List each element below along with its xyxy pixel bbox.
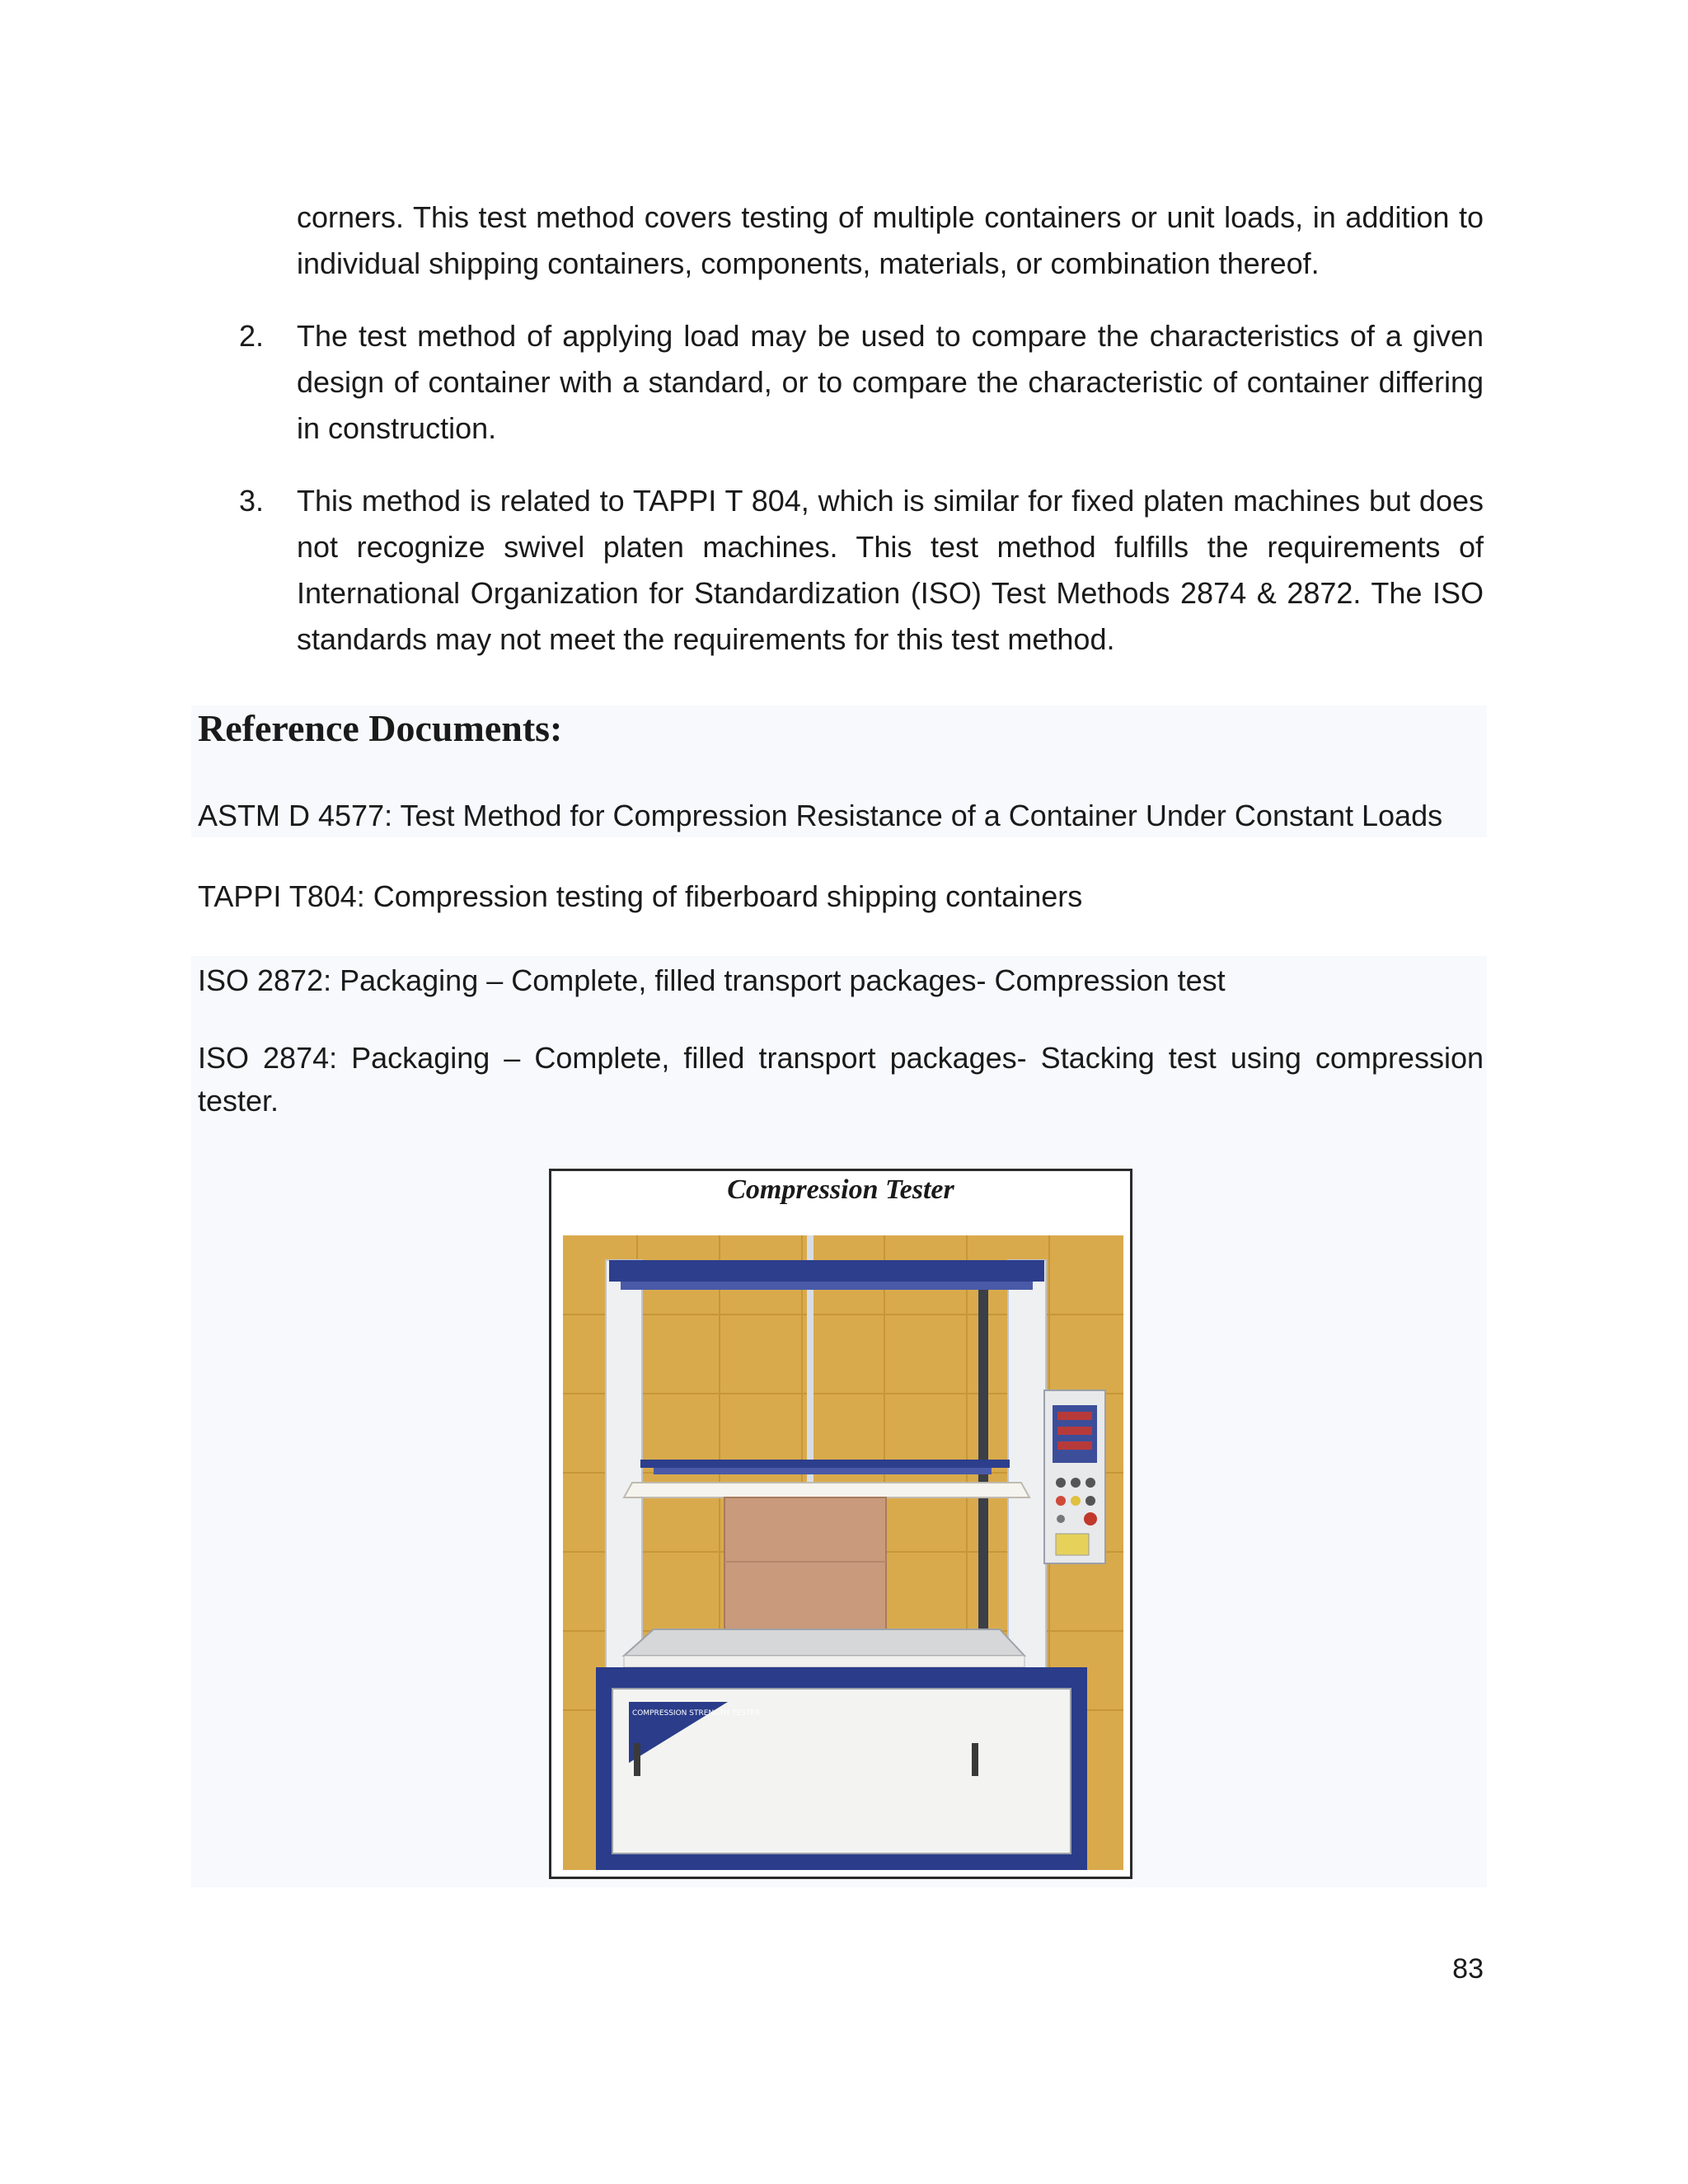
panel-label: COMPRESSION STRENGTH TESTER [632,1709,761,1718]
section-heading: Reference Documents: [198,707,563,749]
list-item-text: This method is related to TAPPI T 804, which is similar for fixed platen machines but does not recognize swivel platen machines. This test method fulfills the requirements of International Organization for Standardization (ISO) Test Methods 2874 & 2872. The ISO standards may not meet the requirements for this test method. [297,484,1484,656]
page-number: 83 [1452,1953,1484,1985]
list-item-number: 2. [239,319,265,353]
reference-item: ASTM D 4577: Test Method for Compression Resistance of a Container Under Constant Loads [198,799,1443,832]
numbered-list [239,313,1484,689]
list-item [239,313,1484,452]
compression-tester-photo [563,1235,1123,1870]
list-item [239,478,1484,663]
figure-caption: Compression Tester [727,1174,954,1205]
figure [549,1169,1132,1879]
list-item-text: The test method of applying load may be used to compare the characteristics of a given design of container with a standard, or to compare the characteristic of container differing in construction. [297,319,1484,445]
continuation-paragraph: corners. This test method covers testing of multiple containers or unit loads, in addition to individual shipping containers, components, materials, or combination thereof. [297,200,1484,280]
list-item-number: 3. [239,484,265,518]
reference-item: ISO 2872: Packaging – Complete, filled transport packages- Compression test [198,963,1226,997]
reference-item: ISO 2874: Packaging – Complete, filled transport packages- Stacking test using compression tester. [198,1041,1484,1118]
reference-item: TAPPI T804: Compression testing of fiberboard shipping containers [198,879,1083,913]
